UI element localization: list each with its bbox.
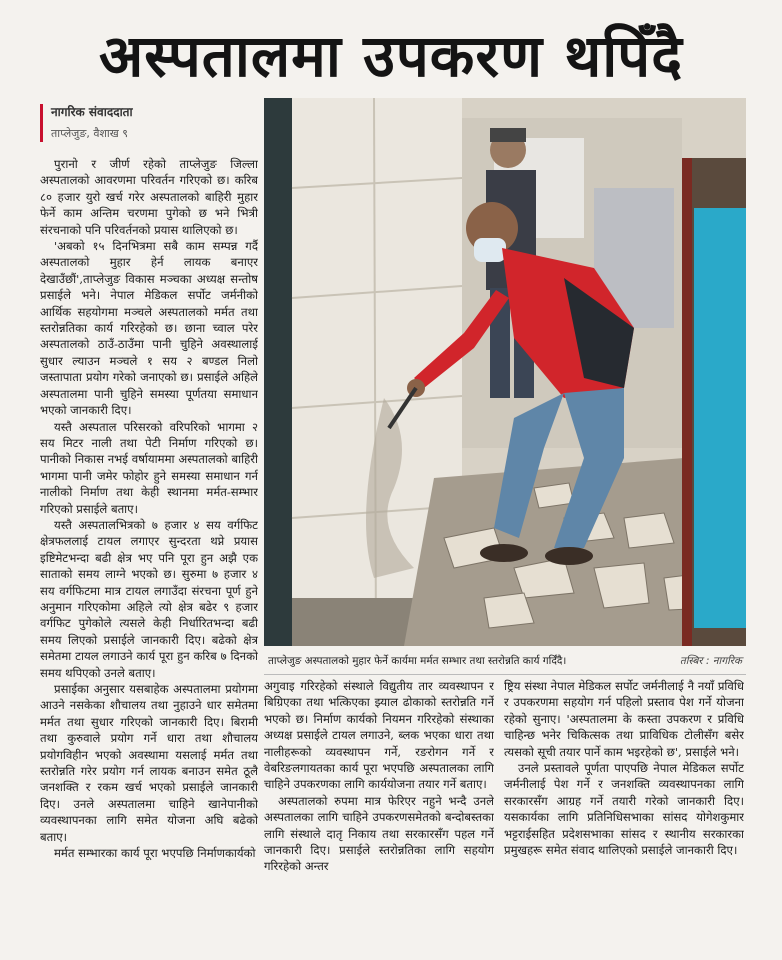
byline [40, 104, 261, 142]
author: नागरिक संवाददाता [51, 105, 133, 119]
paragraph: अगुवाइ गरिरहेको संस्थाले विद्युतीय तार व्यवस्थापन र बिग्रिएका तथा भत्किएका झ्याल ढोकाको स्तरोन्नति गर्ने भएको छ। निर्माण कार्यको नियमन गरिरहेको संस्थाका अध्यक्ष प्रसाईले टायल लगाउने, ब्लक भएका धारा तथा नालीहरूको व्यवस्थापन गर्ने, रङरोगन गर्ने र वेबरिङलगायतका कार्य पूरा भएपछि अस्पतालका लागि चाहिने उपकरणका लागि कार्ययोजना तयार गर्ने बताए। [264, 679, 494, 792]
photo-credit: तस्बिर : नागरिक [679, 655, 742, 667]
paragraph: पुरानो र जीर्ण रहेको ताप्लेजुङ जिल्ला अस्पतालको आवरणमा परिवर्तन गरिएको छ। करिब ८० हजार युरो खर्च गरेर अस्पतालको बाहिरी मुहार फेर्ने काम अन्तिम चरणमा पुगेको छ भने भित्री संरचनाको पनि परिवर्तनको प्रयास थालिएको छ। [40, 157, 258, 237]
article-photo [264, 98, 746, 646]
text-column-3 [504, 678, 744, 948]
paragraph: 'अबको १५ दिनभित्रमा सबै काम सम्पन्न गर्दै अस्पतालको मुहार हेर्न लायक बनाएर देखाउँछौं',ताप्लेजुङ विकास मञ्चका अध्यक्ष सन्तोष प्रसाईले भने। नेपाल मेडिकल सर्पोट जर्मनीको आर्थिक सहयोगमा मञ्चले अस्पतालको मर्मत तथा स्तरोन्नतिका कार्य गरिरहेको छ। छाना च्वाल परेर अस्पतालको ठाउँ-ठाउँमा पानी चुहिने अवस्थालाई सुधार ल्याउन मञ्चले १ सय २ बण्डल निलो जस्तापाता प्रयोग गरेको जनाएको छ। प्रसाईले अहिले अस्पतालमा पानी चुहिने समस्या पूर्णतया समाधान भएको जानकारी दिए। [40, 239, 258, 418]
paragraph: उनले प्रस्तावले पूर्णता पाएपछि नेपाल मेडिकल सर्पोट जर्मनीलाई पेश गर्ने र जनशक्ति व्यवस्थापनका लागि सरकारसँग आग्रह गर्ने तयारी गरेको जानकारी दिए। यसकार्यका लागि प्रतिनिधिसभाका सांसद योगेशकुमार भट्टराईसहित प्रदेशसभाका सांसद र स्थानीय सरकारका प्रमुखहरू समेत संवाद थालिएको प्रसाईले जानकारी दिए। [504, 761, 744, 858]
photo-caption [264, 648, 746, 675]
text-column-1 [40, 156, 258, 951]
paragraph: यस्तै अस्पतालभित्रको ७ हजार ४ सय वर्गफिट क्षेत्रफललाई टायल लगाएर सुन्दरता थप्ने प्रयास इष्टिमेटभन्दा बढी क्षेत्र भए पनि पूरा हुन अझै एक साताको समय लाग्ने भएको छ। सुरुमा ७ हजार ४ सय वर्गफिटमा मात्र टायल लगाउँदा संरचना पूर्ण हुने अनुमान गरिएकोमा अहिले त्यो क्षेत्र बढेर ९ हजार वर्गफिट पुगेकोले त्यसले केही निर्धारितभन्दा बढी समय लिएको प्रसाईले जानकारी दिए। बढेको क्षेत्र समेतमा टायल लगाउने कार्य पूरा हुन करिब ७ दिनको समय थपिएको उनले बताए। [40, 517, 258, 680]
paragraph: मर्मत सम्भारका कार्य पूरा भएपछि निर्माणकार्यको [54, 846, 256, 861]
text-column-2 [264, 678, 494, 948]
paragraph: अस्पतालको रुपमा मात्र फेरिएर नहुने भन्दै उनले अस्पतालका लागि चाहिने उपकरणसमेतको बन्दोबस्तका लागि संस्थाले दातृ निकाय तथा सरकारसँग पहल गर्ने जानकारी दिए। प्रसाईले स्तरोन्नतिका लागि सहयोग गरिरहेको अन्तर [264, 793, 494, 874]
paragraph: ष्ट्रिय संस्था नेपाल मेडिकल सर्पोट जर्मनीलाई नै नयाँ प्रविधि र उपकरणमा सहयोग गर्न पहिलो प्रस्ताव पेश गर्ने योजना रहेको सुनाए। 'अस्पतालमा के कस्ता उपकरण र प्रविधि चाहिन्छ भनेर चिकित्सक तथा प्राविधिक टोलीसँग बसेर त्यसको सूची तयार पार्ने काम भइरहेको छ', प्रसाईले भने। [504, 679, 744, 759]
paragraph: यस्तै अस्पताल परिसरको वरिपरिको भागमा २ सय मिटर नाली तथा पेटी निर्माण गरिएको छ। पानीको निकास नभई वर्षायाममा अस्पतालको बाहिरी भागमा पानी जमेर फोहोर हुने समस्या समाधान गर्न नालीको निर्माण तथा केही स्थानमा मर्मत-सम्भार गरिएको प्रसाईले बताए। [40, 419, 258, 516]
headline: अस्पतालमा उपकरण थपिँदै [98, 22, 684, 90]
paragraph: प्रसाईका अनुसार यसबाहेक अस्पतालमा प्रयोगमा आउने नसकेका शौचालय तथा नुहाउने धार समेतमा मर्मत तथा सुधार गरिएको जानकारी दिए। बिरामी तथा कुरुवाले प्रयोग गर्ने धारा तथा शौचालय प्रयोगविहीन भएको अवस्थामा यसलाई मर्मत तथा स्तरोन्नति गरेर प्रयोग गर्न लायक बनाउन समेत ठूलै जनशक्ति र रकम खर्च भएको प्रसाईले जानकारी दिए। उनले अस्पतालमा चाहिने खानेपानीको व्यवस्थापनका लागि समेत योजना अघि बढेको बताए। [40, 682, 258, 844]
caption-text: ताप्लेजुङ अस्पतालको मुहार फेर्ने कार्यमा मर्मत सम्भार तथा स्तरोन्नति कार्य गर्दिँदै। [268, 655, 567, 667]
dateline: ताप्लेजुङ, वैशाख ९ [51, 127, 128, 140]
